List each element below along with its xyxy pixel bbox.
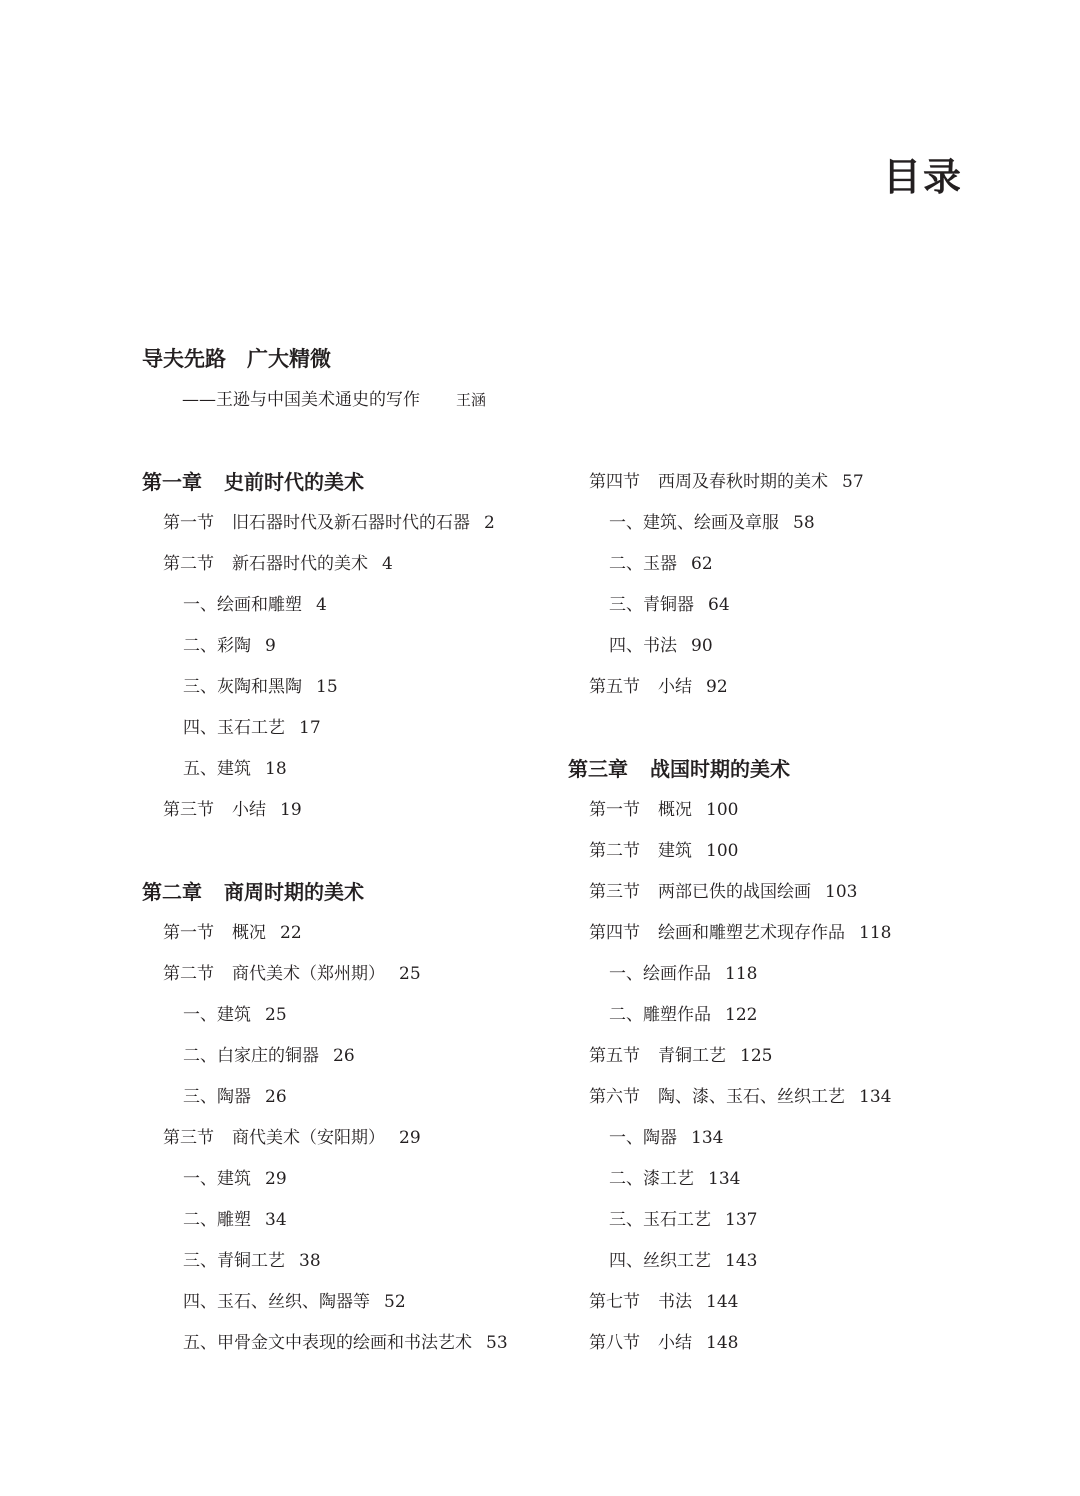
toc-entry-page: 118 — [725, 964, 758, 984]
toc-entry-title: 二、雕塑作品 — [609, 1005, 711, 1025]
toc-entry-label: 第三节 — [589, 882, 640, 902]
toc-subsection — [142, 634, 552, 675]
toc-entry-label: 第四节 — [589, 923, 640, 943]
toc-subsection — [568, 1167, 988, 1208]
intro-subtitle-text: ——王逊与中国美术通史的写作 — [182, 390, 420, 410]
toc-entry-title: 小结 — [658, 677, 692, 697]
toc-entry-page: 118 — [859, 923, 892, 943]
toc-subsection — [142, 1003, 552, 1044]
toc-entry-title: 四、书法 — [609, 636, 677, 656]
intro-author: 王涵 — [456, 391, 487, 409]
toc-section — [142, 962, 552, 1003]
toc-entry-label: 第三节 — [163, 1128, 214, 1148]
toc-entry-title: 五、建筑 — [183, 759, 251, 779]
toc-entry-label: 第六节 — [589, 1087, 640, 1107]
toc-entry-label: 第一章 — [142, 470, 202, 494]
toc-section — [568, 1085, 988, 1126]
toc-entry-label: 第二节 — [589, 841, 640, 861]
toc-entry-title: 书法 — [658, 1292, 692, 1312]
toc-entry-page: 17 — [299, 718, 321, 738]
toc-entry-page: 9 — [265, 636, 276, 656]
toc-entry-title: 建筑 — [658, 841, 692, 861]
toc-entry-title: 陶、漆、玉石、丝织工艺 — [658, 1087, 845, 1107]
toc-entry-page: 53 — [486, 1333, 508, 1353]
toc-entry-page: 15 — [316, 677, 338, 697]
toc-entry-page: 57 — [842, 472, 864, 492]
toc-entry-label: 第三章 — [568, 757, 628, 781]
toc-entry-title: 三、玉石工艺 — [609, 1210, 711, 1230]
intro-title: 导夫先路 广大精微 — [142, 346, 331, 371]
toc-entry-page: 122 — [725, 1005, 758, 1025]
toc-entry-label: 第二节 — [163, 964, 214, 984]
toc-entry-title: 商代美术（安阳期） — [232, 1128, 385, 1148]
toc-entry-page: 143 — [725, 1251, 758, 1271]
toc-entry-title: 一、陶器 — [609, 1128, 677, 1148]
toc-section — [142, 511, 552, 552]
toc-entry-title: 五、甲骨金文中表现的绘画和书法艺术 — [183, 1333, 472, 1353]
toc-entry-page: 26 — [333, 1046, 355, 1066]
toc-entry-page: 4 — [316, 595, 327, 615]
toc-section — [142, 798, 552, 839]
toc-entry-title: 三、青铜器 — [609, 595, 694, 615]
toc-entry-label: 第五节 — [589, 677, 640, 697]
toc-entry-title: 一、建筑、绘画及章服 — [609, 513, 779, 533]
toc-entry-title: 西周及春秋时期的美术 — [658, 472, 828, 492]
toc-entry-title: 一、建筑 — [183, 1169, 251, 1189]
toc-entry-page: 144 — [706, 1292, 739, 1312]
toc-entry-title: 三、灰陶和黑陶 — [183, 677, 302, 697]
toc-chapter — [568, 757, 988, 798]
toc-entry-title: 二、白家庄的铜器 — [183, 1046, 319, 1066]
toc-entry-title: 商周时期的美术 — [224, 880, 364, 904]
toc-entry-title: 二、玉器 — [609, 554, 677, 574]
toc-subsection — [142, 716, 552, 757]
toc-entry-title: 绘画和雕塑艺术现存作品 — [658, 923, 845, 943]
intro-subtitle — [182, 390, 486, 410]
toc-subsection — [568, 552, 988, 593]
toc-entry-label: 第二章 — [142, 880, 202, 904]
toc-entry-page: 62 — [691, 554, 713, 574]
toc-subsection — [568, 962, 988, 1003]
page-title: 目录 — [882, 155, 963, 199]
toc-entry-title: 三、青铜工艺 — [183, 1251, 285, 1271]
toc-entry-title: 概况 — [658, 800, 692, 820]
toc-column-right — [568, 470, 988, 1372]
toc-subsection — [142, 1249, 552, 1290]
toc-entry-page: 92 — [706, 677, 728, 697]
toc-entry-title: 二、漆工艺 — [609, 1169, 694, 1189]
toc-section — [568, 880, 988, 921]
toc-entry-page: 19 — [280, 800, 302, 820]
toc-column-left — [142, 470, 552, 1372]
toc-entry-page: 134 — [691, 1128, 724, 1148]
toc-entry-title: 二、彩陶 — [183, 636, 251, 656]
toc-entry-label: 第五节 — [589, 1046, 640, 1066]
toc-subsection — [142, 1208, 552, 1249]
toc-entry-title: 旧石器时代及新石器时代的石器 — [232, 513, 470, 533]
toc-entry-page: 103 — [825, 882, 858, 902]
toc-entry-label: 第八节 — [589, 1333, 640, 1353]
toc-entry-title: 新石器时代的美术 — [232, 554, 368, 574]
toc-chapter — [142, 470, 552, 511]
toc-entry-page: 34 — [265, 1210, 287, 1230]
toc-entry-page: 2 — [484, 513, 495, 533]
toc-section — [142, 552, 552, 593]
toc-entry-title: 概况 — [232, 923, 266, 943]
toc-entry-page: 134 — [708, 1169, 741, 1189]
toc-subsection — [142, 757, 552, 798]
toc-section — [568, 470, 988, 511]
toc-section — [568, 839, 988, 880]
toc-subsection — [568, 593, 988, 634]
toc-entry-page: 18 — [265, 759, 287, 779]
toc-entry-title: 青铜工艺 — [658, 1046, 726, 1066]
toc-entry-title: 小结 — [658, 1333, 692, 1353]
toc-entry-page: 100 — [706, 841, 739, 861]
toc-entry-page: 125 — [740, 1046, 773, 1066]
toc-entry-label: 第三节 — [163, 800, 214, 820]
toc-entry-page: 26 — [265, 1087, 287, 1107]
toc-entry-label: 第四节 — [589, 472, 640, 492]
toc-entry-title: 史前时代的美术 — [224, 470, 364, 494]
toc-entry-page: 148 — [706, 1333, 739, 1353]
toc-subsection — [142, 1044, 552, 1085]
toc-entry-page: 25 — [399, 964, 421, 984]
toc-entry-label: 第二节 — [163, 554, 214, 574]
toc-section — [142, 921, 552, 962]
toc-entry-page: 58 — [793, 513, 815, 533]
toc-subsection — [568, 634, 988, 675]
toc-entry-title: 四、玉石工艺 — [183, 718, 285, 738]
toc-entry-label: 第一节 — [589, 800, 640, 820]
toc-entry-title: 二、雕塑 — [183, 1210, 251, 1230]
toc-entry-page: 64 — [708, 595, 730, 615]
toc-subsection — [142, 675, 552, 716]
toc-subsection — [142, 1167, 552, 1208]
toc-entry-page: 52 — [384, 1292, 406, 1312]
toc-entry-title: 一、绘画和雕塑 — [183, 595, 302, 615]
toc-entry-title: 三、陶器 — [183, 1087, 251, 1107]
toc-entry-title: 一、建筑 — [183, 1005, 251, 1025]
toc-entry-title: 战国时期的美术 — [650, 757, 790, 781]
toc-section — [568, 675, 988, 716]
toc-section — [568, 798, 988, 839]
toc-subsection — [568, 1003, 988, 1044]
toc-section — [568, 1044, 988, 1085]
toc-subsection — [142, 1085, 552, 1126]
toc-subsection — [568, 1208, 988, 1249]
toc-entry-title: 商代美术（郑州期） — [232, 964, 385, 984]
toc-section — [568, 1331, 988, 1372]
toc-entry-page: 29 — [265, 1169, 287, 1189]
toc-entry-title: 两部已佚的战国绘画 — [658, 882, 811, 902]
toc-entry-page: 29 — [399, 1128, 421, 1148]
toc-entry-title: 四、丝织工艺 — [609, 1251, 711, 1271]
toc-entry-title: 四、玉石、丝织、陶器等 — [183, 1292, 370, 1312]
toc-subsection — [568, 1126, 988, 1167]
toc-entry-title: 一、绘画作品 — [609, 964, 711, 984]
toc-entry-page: 100 — [706, 800, 739, 820]
toc-entry-label: 第一节 — [163, 513, 214, 533]
toc-entry-page: 38 — [299, 1251, 321, 1271]
toc-entry-page: 4 — [382, 554, 393, 574]
toc-subsection — [142, 1290, 552, 1331]
toc-entry-page: 137 — [725, 1210, 758, 1230]
toc-subsection — [142, 1331, 552, 1372]
toc-chapter — [142, 880, 552, 921]
toc-entry-label: 第一节 — [163, 923, 214, 943]
toc-entry-title: 小结 — [232, 800, 266, 820]
toc-entry-page: 134 — [859, 1087, 892, 1107]
toc-entry-page: 25 — [265, 1005, 287, 1025]
toc-subsection — [142, 593, 552, 634]
toc-entry-label: 第七节 — [589, 1292, 640, 1312]
toc-subsection — [568, 511, 988, 552]
toc-entry-page: 22 — [280, 923, 302, 943]
toc-subsection — [568, 1249, 988, 1290]
toc-section — [142, 1126, 552, 1167]
toc-section — [568, 921, 988, 962]
toc-section — [568, 1290, 988, 1331]
toc-entry-page: 90 — [691, 636, 713, 656]
